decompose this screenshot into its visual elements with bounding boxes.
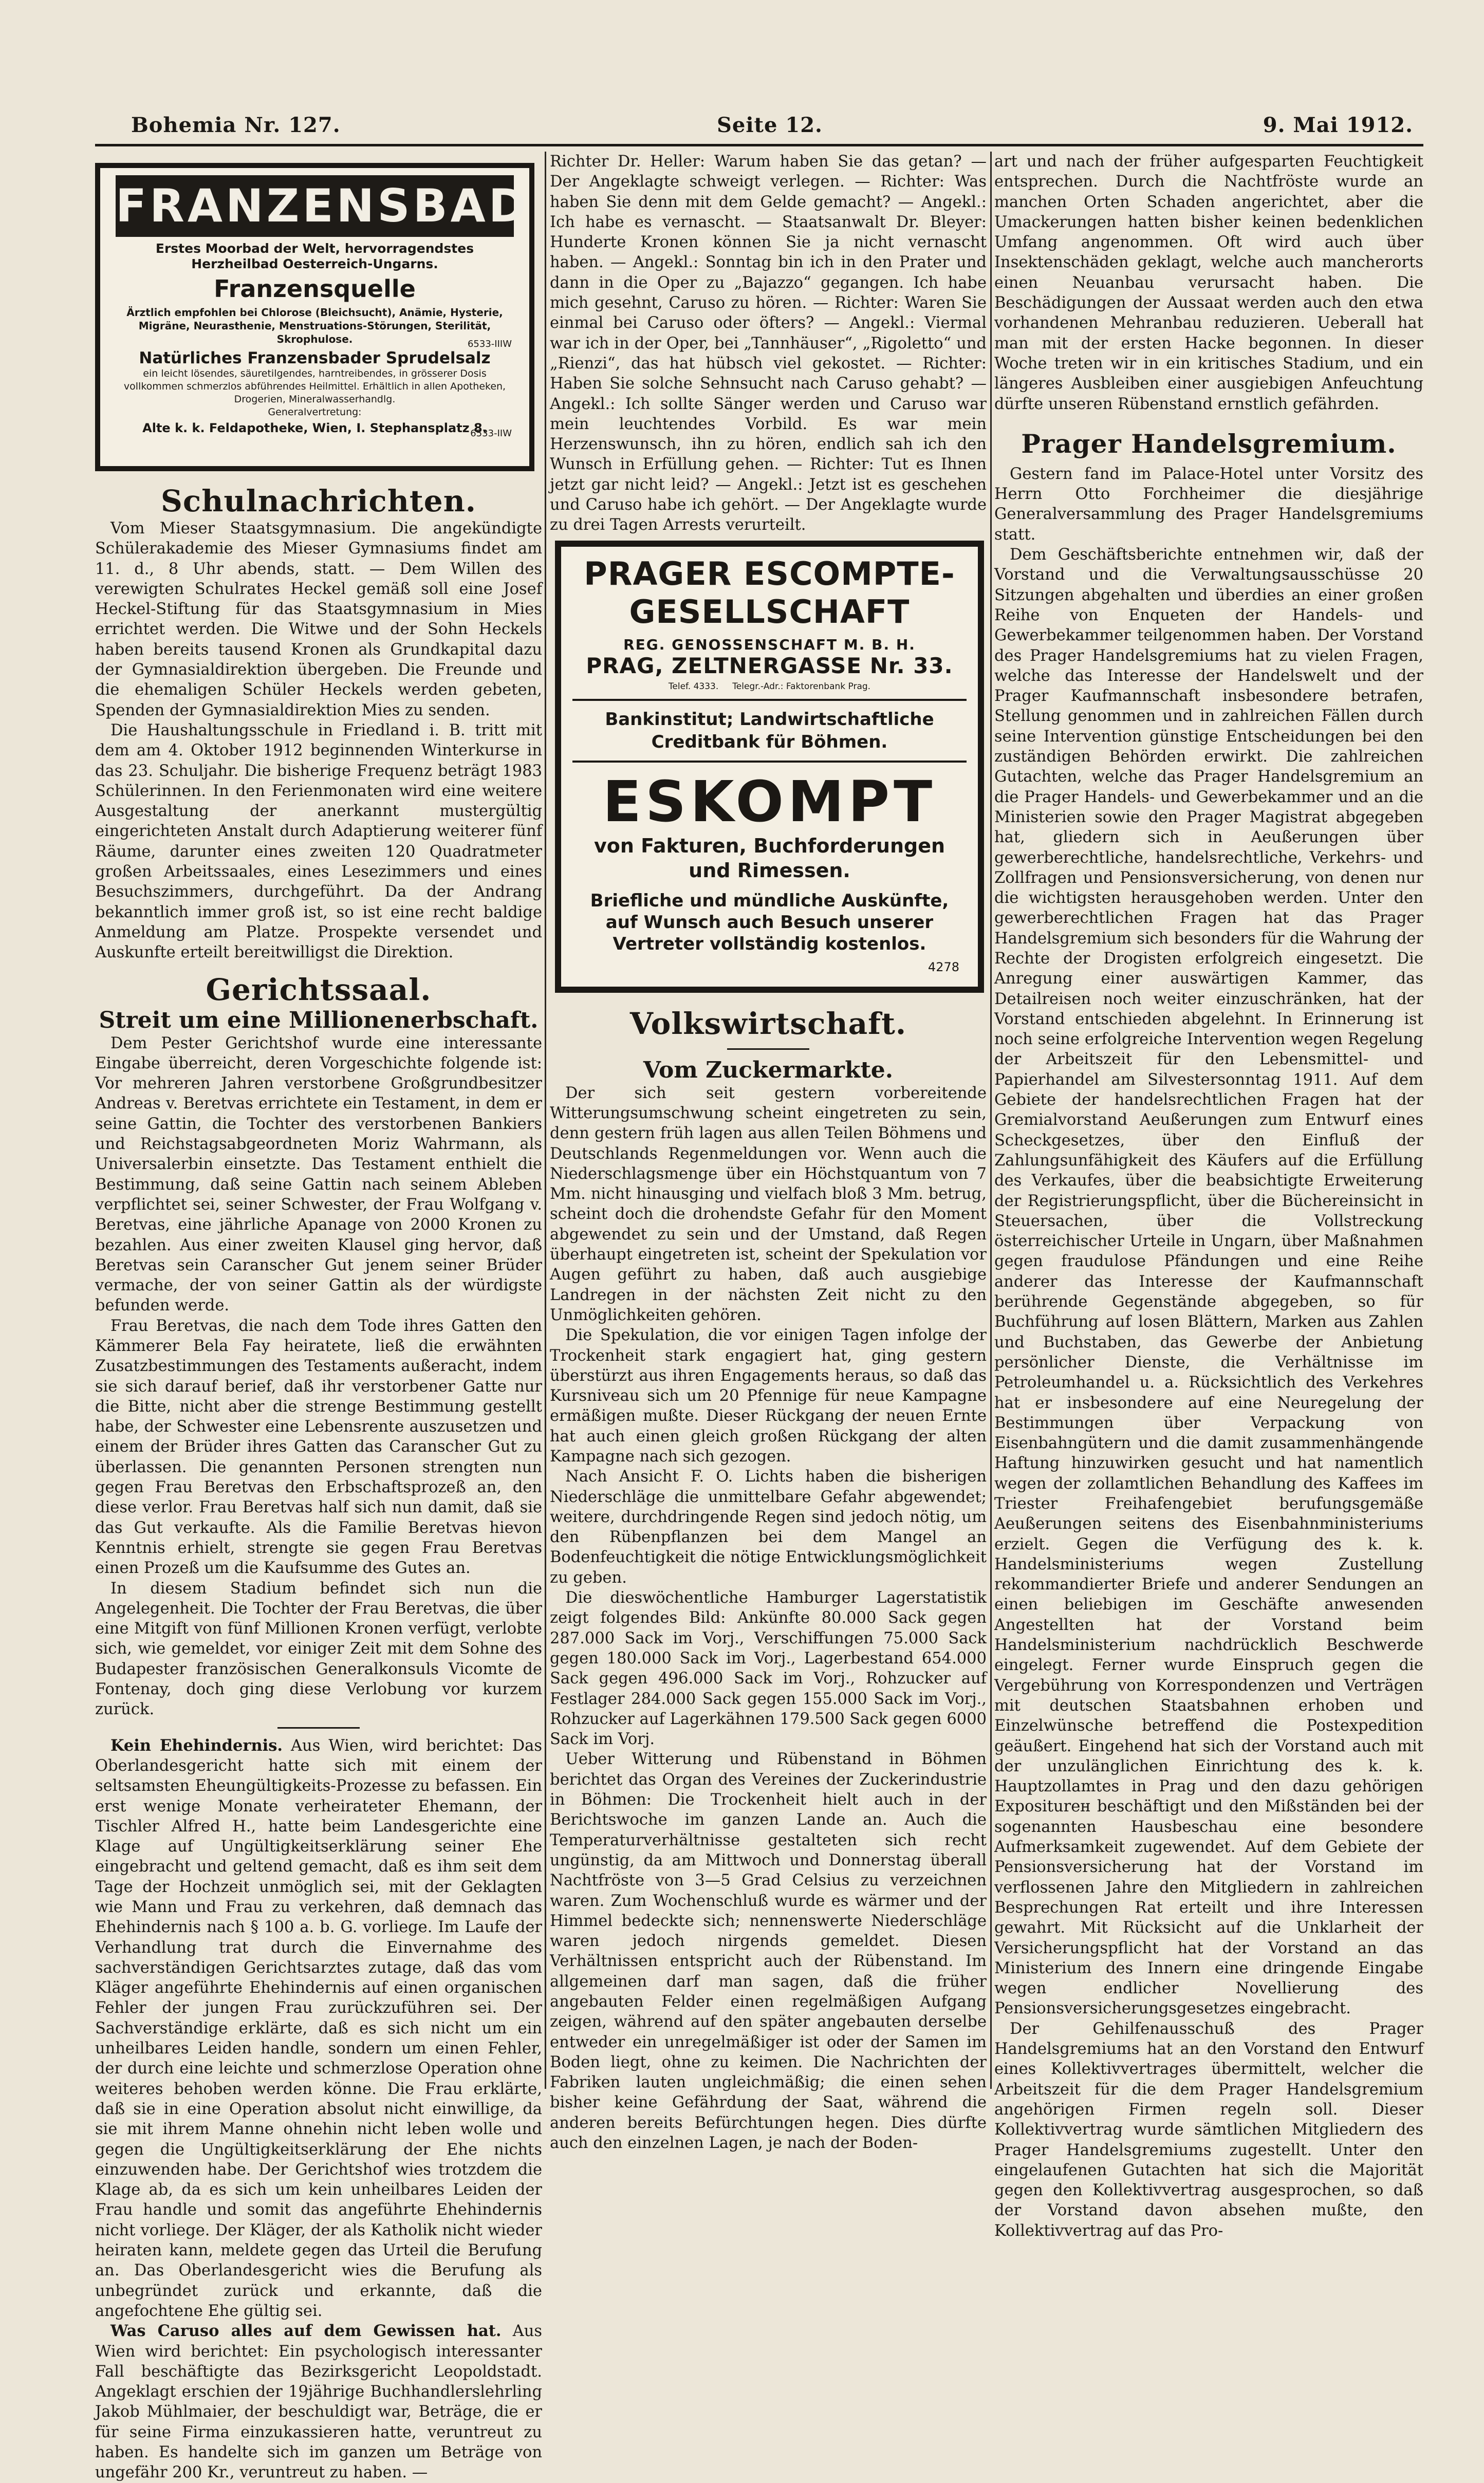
article-paragraph: Gestern fand im Palace-Hotel unter Vorsitz des Herrn Otto Forchheimer die diesjährige Generalversammlung des Prager Handelsgremiums statt.: [994, 465, 1423, 544]
article-separator: [727, 1048, 809, 1050]
article-paragraph: Richter Dr. Heller: Warum haben Sie das getan? — Der Angeklagte schweigt verlegen. — Richter: Was haben Sie denn mit dem Gelde gemacht? — Angekl.: Ich habe es vernascht. — Staatsanwalt Dr. Bleyer: Hunderte Kronen können Sie ja nicht vernascht haben. — Angekl.: Sonntag bin ich in den Prater und dann in die Oper zu „Bajazzo“ gegangen. Ich habe mich gesehnt, Caruso zu hören. — Richter: Waren Sie einmal bei Caruso oder öfters? — Angekl.: Viermal war ich in der Oper, bei „Tannhäuser“, „Rigoletto“ und „Rienzi“, das hat hübsch viel gekostet. — Richter: Haben Sie solche Sehnsucht nach Caruso gehabt? — Angekl.: Ich sollte Sänger werden und Caruso war mein leuchtendes Vorbild. Es war mein Herzenswunsch, ihn zu hören, endlich sah ich den Wunsch in Erfüllung gehen. — Richter: Tut es Ihnen jetzt gar nicht leid? — Angekl.: Jetzt ist es geschehen und Caruso habe ich gehört. — Der Angeklagte wurde zu drei Tagen Arrests verurteilt.: [550, 153, 987, 534]
section-handelsgremium: Prager Handelsgremium.: [1021, 428, 1397, 459]
ad-escompte-address: PRAG, ZELTNERGASSE Nr. 33.: [586, 653, 953, 678]
article-text: Aus Wien, wird berichtet: Das Oberlandesgericht hatte sich mit einem der seltsamsten Eheungültigkeits-Prozesse zu befassen. Ein erst wenige Monate verheirateter Ehemann, der Tischler Alfred H., hatte beim Landesgerichte eine Klage auf Ungültigkeitserklärung seiner Ehe eingebracht und geltend gemacht, daß es ihm seit dem Tage der Hochzeit unmöglich sei, mit der Geklagten wie Mann und Frau zu verkehren, daß demnach das Ehehindernis nach § 100 a. b. G. vorliege. Im Laufe der Verhandlung trat durch die Einvernahme des sachverständigen Gerichtsarztes zutage, daß das vom Kläger angeführte Ehehindernis auf einen organischen Fehler der jungen Frau zurückzuführen sei. Der Sachverständige erklärte, daß es sich nicht um ein unheilbares Leiden handle, sondern um einen Fehler, der durch eine leichte und schmerzlose Operation ohne weiteres behoben werden könne. Die Frau erklärte, daß sie in eine Operation absolut nicht einwillige, da sie mit ihrem Manne ohnehin nicht leben wolle und gegen die Ungültigkeitserklärung der Ehe nichts einzuwenden habe. Der Gerichtshof wies trotzdem die Klage ab, da es sich um kein unheilbares Leiden der Frau handle und somit das angeführte Ehehindernis nicht vorliege. Der Kläger, der als Katholik nicht wieder heiraten kann, meldete gegen das Urteil die Berufung an. Das Oberlandesgericht wies die Berufung als unbegründet zurück und erkannte, daß die angefochtene Ehe gültig sei.: [95, 1736, 542, 2320]
article-paragraph: Die dieswöchentliche Hamburger Lagerstatistik zeigt folgendes Bild: Ankünfte 80.000 Sack gegen 287.000 Sack im Vorj., Verschiffungen 75.000 Sack gegen 180.000 Sack im Vorj., Lagerbestand 654.000 Sack gegen 496.000 Sack im Vorj., Rohzucker auf Festlager 284.000 Sack gegen 155.000 Sack im Vorj., Rohzucker auf Lagerkähnen 179.500 Sack gegen 6000 Sack im Vorj.: [550, 1589, 987, 1749]
ad-escompte-title-2: GESELLSCHAFT: [629, 592, 910, 631]
column-2: [550, 152, 987, 2153]
ad-franzensbad-indications: Ärztlich empfohlen bei Chlorose (Bleichsucht), Anämie, Hysterie, Migräne, Neurasthenie, Menstruations-Störungen, Sterilität, Skrophulose.: [126, 306, 503, 345]
ad-franzensquelle: Franzensquelle: [214, 275, 416, 303]
article-paragraph: Der sich seit gestern vorbereitende Witterungsumschwung scheint eingetreten zu sein, denn gestern früh lagen aus allen Teilen Böhmens und Deutschlands Regenmeldungen vor. Wenn auch die Niederschlagsmenge über ein Höchstquantum von 7 Mm. nicht hinausging und vielfach bloß 3 Mm. betrug, scheint doch die drohendste Gefahr für den Moment abgewendet zu sein und der Umstand, daß Regen überhaupt eingetreten ist, scheint der Spekulation vor Augen geführt zu haben, daß auch ausgiebige Landregen in der nächsten Zeit nicht zu den Unmöglichkeiten gehören.: [550, 1084, 987, 1324]
caruso-dialog: [550, 152, 987, 535]
header-issue: Bohemia Nr. 127.: [131, 113, 341, 137]
running-header: [95, 103, 1423, 144]
header-date: 9. Mai 1912.: [1263, 113, 1413, 137]
schulnachrichten-body: [95, 518, 542, 963]
ad-franzensbad-title: FRANZENSBAD: [116, 175, 514, 237]
ad-franzensbad-tagline: Erstes Moorbad der Welt, hervorragendstes Herzheilbad Oesterreich-Ungarns.: [155, 241, 474, 271]
section-gerichtssaal: Gerichtssaal.: [206, 972, 432, 1007]
ad-escompte-reg: REG. GENOSSENSCHAFT M. B. H.: [623, 636, 916, 653]
ad-escompte-contact: [572, 681, 967, 692]
ad-eskompt-sub: von Fakturen, Buchforderungen und Rimessen.: [593, 834, 945, 882]
ad-feldapotheke: Alte k. k. Feldapotheke, Wien, I. Stephansplatz 8.: [142, 421, 487, 435]
gerichtssaal-body: [95, 1033, 542, 1720]
ad-divider: [572, 761, 967, 763]
article-text: Aus Wien wird berichtet: Ein psychologisch interessanter Fall beschäftigte das Bezirksgericht Leopoldstadt. Angeklagt erschien der 19jährige Buchhandlerslehrling Jakob Mühlmaier, der beschuldigt war, Beträge, die er für seine Firma einzukassieren hatte, veruntreut zu haben. Es handelte sich im ganzen um Beträge von ungefähr 200 Kr., veruntreut zu haben. —: [95, 2322, 542, 2482]
article-paragraph: Vom Mieser Staatsgymnasium. Die angekündigte Schülerakademie des Mieser Gymnasiums findet am 11. d., 8 Uhr abends, statt. — Dem Willen des verewigten Schulrates Heckel gemäß soll eine Josef Heckel-Stiftung für das Staatsgymnasium in Mies errichtet werden. Die Witwe und der Sohn Heckels haben bereits tausend Kronen als Grundkapital dazu der Gymnasialdirektion übergeben. Die Freunde und die ehemaligen Schüler Heckels werden gebeten, Spenden der Gymnasialdirektion Mies zu senden.: [95, 520, 542, 719]
article-title-millionenerbschaft: Streit um eine Millionenerbschaft.: [99, 1007, 539, 1033]
column-1: [95, 152, 542, 2482]
ad-escompte-bank: Bankinstitut; Landwirtschaftliche Creditbank für Böhmen.: [605, 709, 934, 752]
article-paragraph: Die Spekulation, die vor einigen Tagen infolge der Trockenheit stark engagiert hat, ging gestern überstürzt aus ihren Engagements heraus, so daß das Kursniveau sich um 20 Pfennige für neue Kampagne ermäßigen mußte. Dieser Rückgang der neuen Ernte hat auch einen gleich großen Rückgang der alten Kampagne nach sich gezogen.: [550, 1326, 987, 1466]
article-paragraph: Dem Pester Gerichtshof wurde eine interessante Eingabe überreicht, deren Vorgeschichte folgende ist: Vor mehreren Jahren verstorbene Großgrundbesitzer Andreas v. Beretvas errichtete ein Testament, in dem er seine Gattin, die Tochter des verstorbenen Bankiers und Reichstagsabgeordneten Moriz Wahrmann, als Universalerbin einsetzte. Das Testament enthielt die Bestimmung, daß seine Gattin nach seinem Ableben verpflichtet sei, seiner Schwester, der Frau Wolfgang v. Beretvas, eine jährliche Apanage von 2000 Kronen zu bezahlen. Aus einer zweiten Klausel ging hervor, daß Beretvas sein Caranscher Gut jenem seiner Brüder vermache, der von seiner Gattin als der würdigste befunden werde.: [95, 1034, 542, 1315]
ad-code: 6533-IIW: [470, 428, 512, 439]
article-paragraph: Ueber Witterung und Rübenstand in Böhmen berichtet das Organ des Vereines der Zuckerindustrie in Böhmen: Die Trockenheit hielt auch in der Berichtswoche im ganzen Lande an. Auch die Temperaturverhältnisse gestalteten sich recht ungünstig, da am Mittwoch und Donnerstag überall Nachtfröste von 3—5 Grad Celsius zu verzeichnen waren. Zum Wochenschluß wurde es wärmer und der Himmel bedeckte sich; nennenswerte Niederschläge waren jedoch nirgends gemeldet. Diesen Verhältnissen entspricht auch der Rübenstand. Im allgemeinen darf man sagen, daß die früher angebauten Felder einen regelmäßigen Aufgang zeigen, während auf den später angebauten derselbe entweder ein unregelmäßiger ist oder der Samen im Boden liegt, ohne zu keimen. Die Nachrichten der Fabriken lauten ungleichmäßig; die einen sehen bisher keine Gefährdung der Saat, während die anderen bereits Befürchtungen hegen. Dies dürfte auch den einzelnen Lagen, je nach der Boden-: [550, 1750, 987, 2153]
article-paragraph: Nach Ansicht F. O. Lichts haben die bisherigen Niederschläge die unmittelbare Gefahr abgewendet; weitere, durchdringende Regen sind jedoch nötig, um den Rübenpflanzen bei dem Mangel an Bodenfeuchtigkeit die nötige Entwicklungsmöglichkeit zu geben.: [550, 1468, 987, 1587]
article-paragraph: Der Gehilfenausschuß des Prager Handelsgremiums hat an den Vorstand den Entwurf eines Kollektivvertrages übermittelt, welcher die Arbeitszeit für die dem Prager Handelsgremium angehörigen Firmen regeln soll. Dieser Kollektivvertrag wurde sämtlichen Mitgliedern des Prager Handelsgremiums zugestellt. Unter den eingelaufenen Gutachten hat sich die Majorität gegen den Kollektivvertrag ausgesprochen, so daß der Vorstand davon absehen mußte, den Kollektivvertrag auf das Pro-: [994, 2019, 1423, 2240]
ad-divider: [572, 699, 967, 701]
column-divider: [990, 152, 992, 2089]
ad-code: 6533-IIIW: [467, 339, 512, 349]
article-paragraph: Die Haushaltungsschule in Friedland i. B. tritt mit dem am 4. Oktober 1912 beginnenden Winterkurse in das 23. Schuljahr. Die bisherige Frequenz beträgt 1983 Schülerinnen. In den Ferienmonaten wird eine weitere Ausgestaltung der anerkannt mustergültig eingerichteten Anstalt durch Adaptierung weiterer fünf Räume, darunter eines zweiten 120 Quadratmeter großen Arbeitssaales, eines Lesezimmers und eines Besuchszimmers, durchgeführt. Da der Andrang bekanntlich immer groß ist, so ist eine recht baldige Anmeldung am Platze. Prospekte versendet und Auskunfte erteilt bereitwilligst die Direktion.: [95, 721, 542, 962]
article-paragraph: art und nach der früher aufgesparten Feuchtigkeit entsprechen. Durch die Nachtfröste wurde an manchen Orten Schaden angerichtet, aber die Umackerungen hatten bisher keinen bedenklichen Umfang angenommen. Oft wird auch über Insektenschäden geklagt, welche auch mancherorts einen Neuanbau verursacht haben. Die Beschädigungen der Aussaat werden auch den etwa vorhandenen Mehranbau reduzieren. Ueberall hat man mit der ersten Hacke begonnen. In dieser Woche treten wir in ein kritisches Stadium, und ein längeres Ausbleiben einer ausgiebigen Anfeuchtung dürfte unseren Rübenstand ernstlich gefährden.: [994, 153, 1423, 413]
article-run-in-title: Was Caruso alles auf dem Gewissen hat.: [110, 2322, 502, 2341]
ehehindernis-body: [95, 1736, 542, 2483]
zuckermarkt-continuation: [994, 152, 1423, 414]
ad-eskompt: ESKOMPT: [602, 768, 937, 835]
ad-escompte-title: PRAGER ESCOMPTE-: [584, 554, 955, 592]
article-paragraph: Frau Beretvas, die nach dem Tode ihres Gatten den Kämmerer Bela Fay heiratete, ließ die erwähnten Zusatzbestimmungen des Testaments außeracht, indem sie sich darauf berief, daß ihr verstorbener Gatte nur die Bitte, nicht aber die strenge Bestimmung gestellt habe, der Schwester eine Lebensrente auszusetzen und einem der Brüder ihres Gatten das Caranscher Gut zu überlassen. Die genannten Personen strengten nun gegen Frau Beretvas den Erbschaftsprozeß an, den diese verlor. Frau Beretvas half sich nun damit, daß sie das Gut verkaufte. Als die Familie Beretvas hievon Kenntnis erhielt, strengte sie gegen Frau Beretvas einen Prozeß um die Kaufsumme des Gutes an.: [95, 1317, 542, 1578]
handelsgremium-body: [994, 464, 1423, 2241]
ad-escompte-phone: Telef. 4333.: [668, 681, 719, 692]
ad-generalvertretung: Generalvertretung:: [268, 406, 362, 418]
header-page-number: Seite 12.: [717, 113, 823, 137]
zuckermarkt-body: [550, 1083, 987, 2154]
ad-sprudelsalz: Natürliches Franzensbader Sprudelsalz: [139, 349, 491, 367]
article-paragraph: Dem Geschäftsberichte entnehmen wir, daß der Vorstand und die Verwaltungsausschüsse 20 Sitzungen abgehalten und überdies an einer großen Reihe von Enqueten der Handels- und Gewerbekammer teilgenommen haben. Der Vorstand des Prager Handelsgremiums hat zu vielen Fragen, welche das Interesse der Handelswelt und der Prager Kaufmannschaft insbesondere betrafen, Stellung genommen und in zahlreichen Fällen durch seine Intervention günstige Entscheidungen bei den zuständigen Behörden erwirkt. Die zahlreichen Gutachten, welche das Prager Handelsgremium an die Prager Handels- und Gewerbekammer und an die Ministerien sowie den Prager Magistrat abgegeben hat, gliedern sich in Aeußerungen über gewerberechtliche, handelsrechtliche, Verkehrs- und Zollfragen und Pensionsversicherung, von denen nur die wichtigsten herausgehoben werden. Unter den gewerberechtlichen Fragen hat das Prager Handelsgremium sich besonders für die Wahrung der Rechte der Drogisten erfolgreich eingesetzt. Die Anregung einer auswärtigen Kammer, das Detailreisen noch weiter einzuschränken, hat der Vorstand entschieden abgelehnt. In Erinnerung ist noch seine erfolgreiche Intervention wegen Regelung der Arbeitszeit für den Lebensmittel- und Papierhandel am Silvestersonntag 1911. Auf dem Gebiete der handelsrechtlichen Fragen hat der Gremialvorstand Aeußerungen zum Entwurf eines Scheckgesetzes, über den Einfluß der Zahlungsunfähigkeit des Käufers auf die Erfüllung des Verkaufes, über die beabsichtigte Erweiterung der Registrierungspflicht, über die Büchereinsicht in Steuersachen, über die Vollstreckung österreichischer Urteile in Ungarn, über Maßnahmen gegen fraudulose Pfändungen und eine Reihe anderer das Interesse der Kaufmannschaft berührende Gegenstände abgegeben, so für Buchführung auf losen Blättern, Marken aus Zahlen und Buchstaben, das Gewerbe der Anbietung persönlicher Dienste, die Verhältnisse im Petroleumhandel u. a. Rücksichtlich des Verkehres hat er insbesondere auf eine Neuregelung der Bestimmungen über Verpackung von Eisenbahngütern und die damit zusammenhängende Haftung hinzuwirken gesucht und hat namentlich wegen der zollamtlichen Behandlung des Kaffees im Triester Freihafengebiet berufungsgemäße Aeußerungen seitens des Eisenbahnministeriums erzielt. Gegen die Verfügung des k. k. Handelsministeriums wegen Zustellung rekommandierter Briefe und anderer Sendungen an einen beliebigen im Geschäfte anwesenden Angestellten hat der Vorstand beim Handelsministerium nachdrücklich Beschwerde eingelegt. Ferner wurde Einspruch gegen die Vergebührung von Korrespondenzen und Verträgen mit deutschen Staatsbahnen erhoben und Einzelwünsche betreffend die Postexpedition geäußert. Eingehend hat sich der Vorstand auch mit der unzulänglichen Einrichtung des k. k. Hauptzollamtes in Prag und den dazu gehörigen Expositurен beschäftigt und den Mißständen bei der sogenannten Hausbeschau eine besondere Aufmerksamkeit zugewendet. Auf dem Gebiete der Pensionsversicherung hat der Vorstand im verflossenen Jahre den Mitgliedern in zahlreichen Besprechungen Rat erteilt und ihre Interessen gewahrt. Mit Rücksicht auf die Unklarheit der Versicherungspflicht hat der Vorstand an das Ministerium des Innern eine dringende Eingabe wegen endlicher Novellierung des Pensionsversicherungsgesetzes eingebracht.: [994, 546, 1423, 2018]
section-volkswirtschaft: Volkswirtschaft.: [629, 1006, 907, 1041]
ad-escompte-info: Briefliche und mündliche Auskünfte, auf Wunsch auch Besuch unserer Vertreter vollständig kostenlos.: [590, 890, 949, 954]
newspaper-page: [95, 103, 1423, 2482]
article-title-zuckermarkt: Vom Zuckermarkte.: [643, 1057, 894, 1083]
escompte-advertisement: [555, 541, 984, 993]
ad-code: 4278: [928, 959, 959, 974]
ad-sprudelsalz-text: ein leicht lösendes, säuretilgendes, harntreibendes, in grösserer Dosis vollkommen schmerzlos abführendes Heilmittel. Erhältlich in allen Apotheken, Drogerien, Mineralwasserhandlg.: [123, 368, 506, 405]
ad-escompte-telegr: Telegr.-Adr.: Faktorenbank Prag.: [732, 681, 871, 692]
column-3: [994, 152, 1423, 2240]
article-paragraph: In diesem Stadium befindet sich nun die Angelegenheit. Die Tochter der Frau Beretvas, die über eine Mitgift von fünf Millionen Kronen verfügt, verlobte sich, wie gemeldet, vor einiger Zeit mit dem Sohne des Budapester französischen Generalkonsuls Vicomte de Fontenay, doch ging diese Verlobung vor kurzem zurück.: [95, 1579, 542, 1719]
column-divider: [545, 152, 546, 2089]
article-separator: [277, 1727, 360, 1729]
section-schulnachrichten: Schulnachrichten.: [161, 484, 476, 518]
article-run-in-title: Kein Ehehindernis.: [110, 1736, 283, 1755]
franzensbad-advertisement: [95, 163, 534, 471]
header-rule: [95, 144, 1423, 146]
